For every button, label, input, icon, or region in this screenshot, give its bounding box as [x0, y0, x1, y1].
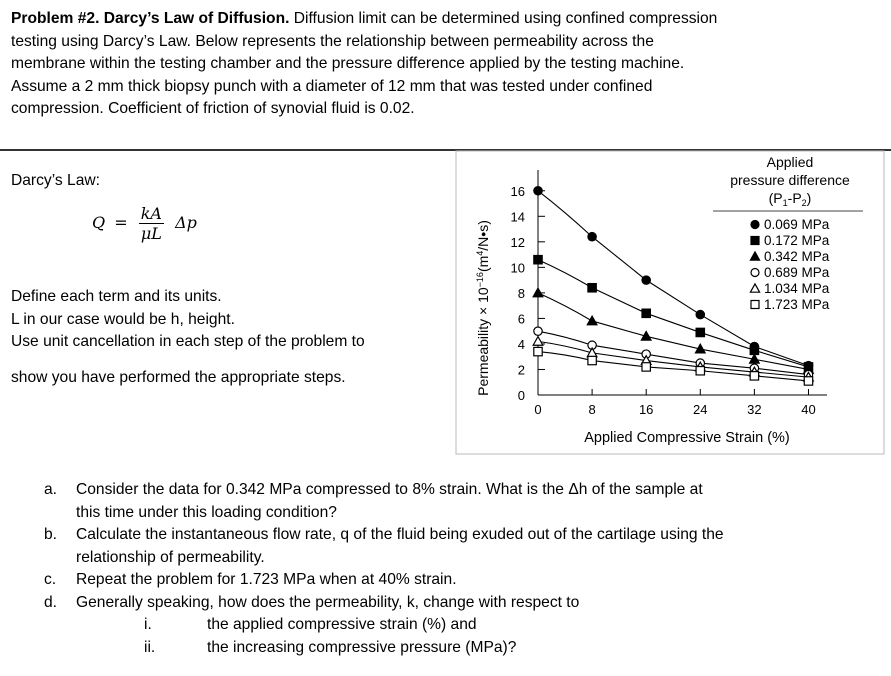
- formula-fraction: [139, 204, 164, 243]
- y-tick-label: 2: [517, 362, 525, 378]
- question-d-i: i. the applied compressive strain (%) and: [144, 616, 477, 633]
- legend: [713, 154, 863, 312]
- data-point: [534, 347, 542, 355]
- formula-rhs: Δp: [175, 213, 197, 232]
- question-c: c. Repeat the problem for 1.723 MPa when at 40% strain.: [44, 571, 457, 588]
- intro-line-3: membrane within the testing chamber and the pressure difference applied by the testing machine.: [11, 55, 685, 72]
- x-tick-label: 24: [693, 402, 708, 417]
- instruction-line-1: Define each term and its units.: [11, 288, 222, 305]
- data-point: [587, 316, 597, 325]
- data-point: [642, 363, 650, 371]
- data-point: [751, 269, 759, 277]
- instruction-line-2: L in our case would be h, height.: [11, 310, 235, 328]
- legend-item: [750, 281, 829, 296]
- question-a: a. Consider the data for 0.342 MPa compressed to 8% strain. What is the Δh of the sample at this time under this loading condition?: [44, 481, 703, 521]
- data-point: [751, 221, 759, 229]
- y-tick-label: 8: [517, 285, 525, 301]
- data-point: [534, 327, 542, 335]
- legend-label: 1.723 MPa: [764, 297, 830, 312]
- legend-label: 0.342 MPa: [764, 249, 830, 264]
- legend-item: [751, 297, 830, 312]
- formula-numerator: kA: [140, 204, 162, 223]
- instruction-line-3: Use unit cancellation in each step of the problem to: [11, 333, 365, 350]
- data-point: [751, 237, 759, 245]
- data-point: [804, 377, 812, 385]
- data-point: [534, 187, 542, 195]
- legend-label: 0.069 MPa: [764, 217, 830, 232]
- y-tick-label: 16: [510, 183, 525, 199]
- question-b: b. Calculate the instantaneous flow rate, q of the fluid being exuded out of the cartilage using the relationship of permeability.: [44, 526, 724, 566]
- intro-line-4: Assume a 2 mm thick biopsy punch with a diameter of 12 mm that was tested under confined: [11, 77, 653, 95]
- legend-item: [751, 233, 830, 248]
- data-point: [750, 372, 758, 380]
- y-tick-label: 6: [517, 311, 525, 327]
- y-tick-label: 14: [510, 209, 525, 225]
- y-tick-label: 12: [510, 234, 525, 250]
- question-d: d. Generally speaking, how does the permeability, k, change with respect to: [44, 593, 580, 611]
- x-tick-label: 16: [638, 402, 654, 417]
- problem-title: Problem #2. Darcy’s Law of Diffusion.: [11, 10, 290, 27]
- legend-label: 1.034 MPa: [764, 281, 830, 296]
- instruction-line-4: show you have performed the appropriate steps.: [11, 369, 346, 386]
- intro-line-2: testing using Darcy’s Law. Below represents the relationship between permeability across the: [11, 32, 654, 50]
- data-point: [588, 356, 596, 364]
- y-axis-label: Permeability × $10^{-16}(m^4/N•s)$: [475, 220, 491, 396]
- x-tick-label: 40: [801, 402, 816, 417]
- series-1-723-MPa: [534, 347, 813, 385]
- y-tick-label: 4: [517, 336, 525, 352]
- darcys-law-label: Darcy’s Law:: [11, 172, 100, 189]
- x-tick-label: 32: [747, 402, 762, 417]
- legend-label: 0.172 MPa: [764, 233, 830, 248]
- data-point: [534, 255, 542, 263]
- data-point: [642, 276, 650, 284]
- data-point: [533, 337, 543, 346]
- series-line: [538, 352, 808, 381]
- y-tick-label: 10: [510, 260, 525, 276]
- legend-item: [751, 217, 830, 232]
- data-point: [588, 284, 596, 292]
- data-point: [750, 284, 759, 292]
- y-tick-label: 0: [517, 388, 525, 403]
- series-line: [538, 341, 808, 377]
- legend-item: [751, 265, 830, 280]
- formula-denominator: μL: [140, 224, 162, 243]
- legend-title-2: pressure difference: [730, 172, 850, 188]
- intro-line-5: compression. Coefficient of friction of synovial fluid is 0.02.: [11, 100, 415, 117]
- series-line: [538, 331, 808, 374]
- x-axis-label: Applied Compressive Strain (%): [584, 430, 790, 446]
- darcy-formula: [92, 204, 197, 243]
- instructions: [11, 286, 365, 354]
- formula-eq: =: [114, 213, 128, 232]
- legend-label: 0.689 MPa: [764, 265, 830, 280]
- question-d-ii: ii. the increasing compressive pressure (MPa)?: [144, 638, 517, 656]
- questions-list: [44, 479, 864, 659]
- problem-intro: [11, 8, 871, 121]
- data-point: [588, 233, 596, 241]
- data-point: [751, 301, 759, 309]
- data-point: [750, 252, 759, 260]
- x-tick-label: 8: [588, 402, 596, 417]
- formula-lhs: Q: [92, 213, 106, 232]
- legend-item: [750, 249, 829, 264]
- legend-title-3: $(P_1-P_2)$: [768, 190, 812, 208]
- x-tick-label: 0: [534, 402, 542, 417]
- permeability-chart: [455, 150, 885, 455]
- data-point: [696, 310, 704, 318]
- legend-title-1: Applied: [766, 154, 814, 170]
- data-point: [696, 328, 704, 336]
- intro-line-1: Problem #2. Darcy’s Law of Diffusion. Diffusion limit can be determined using confined compression: [11, 10, 718, 27]
- data-point: [696, 367, 704, 375]
- data-point: [642, 309, 650, 317]
